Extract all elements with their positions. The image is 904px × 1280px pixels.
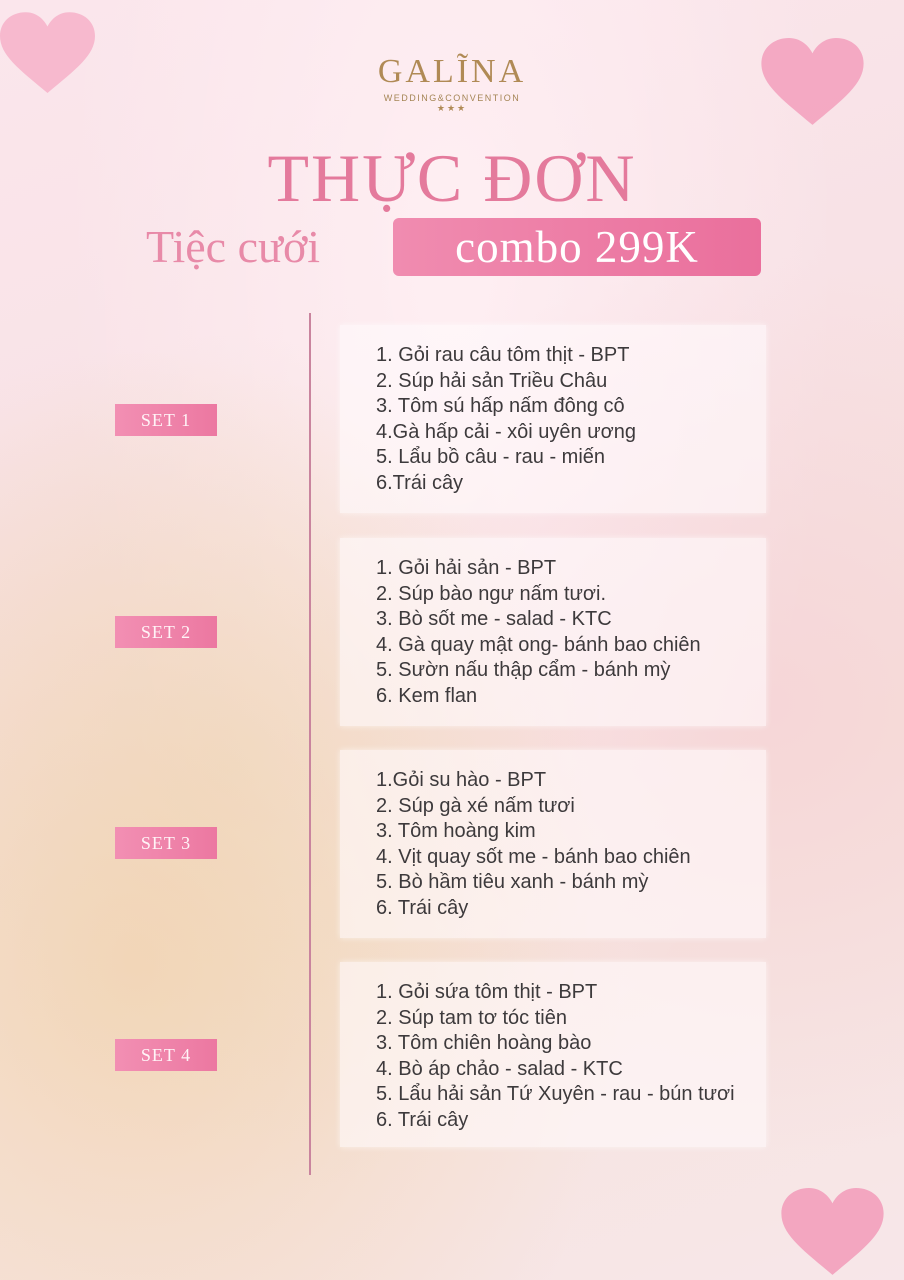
list-item: 1.Gỏi su hào - BPT (376, 769, 547, 791)
list-item: 2. Súp hải sản Triều Châu (376, 369, 608, 392)
set-2-menu-list (376, 556, 701, 710)
list-item: 5. Bò hầm tiêu xanh - bánh mỳ (376, 871, 649, 894)
set-1-label: SET 1 (115, 404, 217, 436)
set-3-label: SET 3 (115, 827, 217, 859)
set-2-label: SET 2 (115, 616, 217, 648)
set-4-menu-list (376, 980, 735, 1134)
set-1-menu-list (376, 343, 636, 497)
set-4-label: SET 4 (115, 1039, 217, 1071)
brand-stars: ★★★ (436, 104, 468, 114)
timeline-divider (309, 313, 311, 1175)
list-item: 3. Tôm hoàng kim (376, 820, 536, 843)
list-item: 6. Kem flan (376, 684, 478, 707)
list-item: 6. Trái cây (376, 896, 469, 919)
set-4-menu-card (340, 962, 766, 1147)
list-item: 4.Gà hấp cải - xôi uyên ương (376, 420, 636, 443)
brand-tagline: WEDDING&CONVENTION (383, 93, 521, 103)
list-item: 1. Gỏi sứa tôm thịt - BPT (376, 981, 598, 1003)
list-item: 6.Trái cây (376, 471, 464, 494)
list-item: 5. Sườn nấu thập cẩm - bánh mỳ (376, 659, 671, 682)
list-item: 1. Gỏi hải sản - BPT (376, 557, 557, 579)
brand-name: GALĨNA (377, 53, 527, 90)
list-item: 3. Tôm sú hấp nấm đông cô (376, 395, 625, 418)
list-item: 2. Súp gà xé nấm tươi (376, 794, 575, 817)
list-item: 2. Súp tam tơ tóc tiên (376, 1006, 567, 1029)
list-item: 4. Vịt quay sốt me - bánh bao chiên (376, 845, 691, 868)
list-item: 6. Trái cây (376, 1108, 469, 1131)
list-item: 4. Bò áp chảo - salad - KTC (376, 1057, 623, 1080)
list-item: 3. Tôm chiên hoàng bào (376, 1032, 592, 1055)
set-3-menu-card (340, 750, 766, 938)
list-item: 4. Gà quay mật ong- bánh bao chiên (376, 633, 701, 656)
page-subtitle: Tiệc cưới (146, 221, 321, 272)
list-item: 2. Súp bào ngư nấm tươi. (376, 582, 607, 605)
list-item: 5. Lẩu hải sản Tứ Xuyên - rau - bún tươi (376, 1083, 735, 1106)
brand-logo (0, 52, 904, 114)
set-3-menu-list (376, 768, 691, 922)
set-1-menu-card (340, 325, 766, 513)
set-2-menu-card (340, 538, 766, 726)
list-item: 1. Gỏi rau câu tôm thịt - BPT (376, 344, 630, 366)
list-item: 5. Lẩu bồ câu - rau - miến (376, 446, 606, 469)
heart-icon-bottom-right (775, 1188, 890, 1280)
page-title: THỰC ĐƠN (267, 140, 637, 216)
list-item: 3. Bò sốt me - salad - KTC (376, 608, 612, 631)
price-badge: combo 299K (393, 218, 761, 276)
